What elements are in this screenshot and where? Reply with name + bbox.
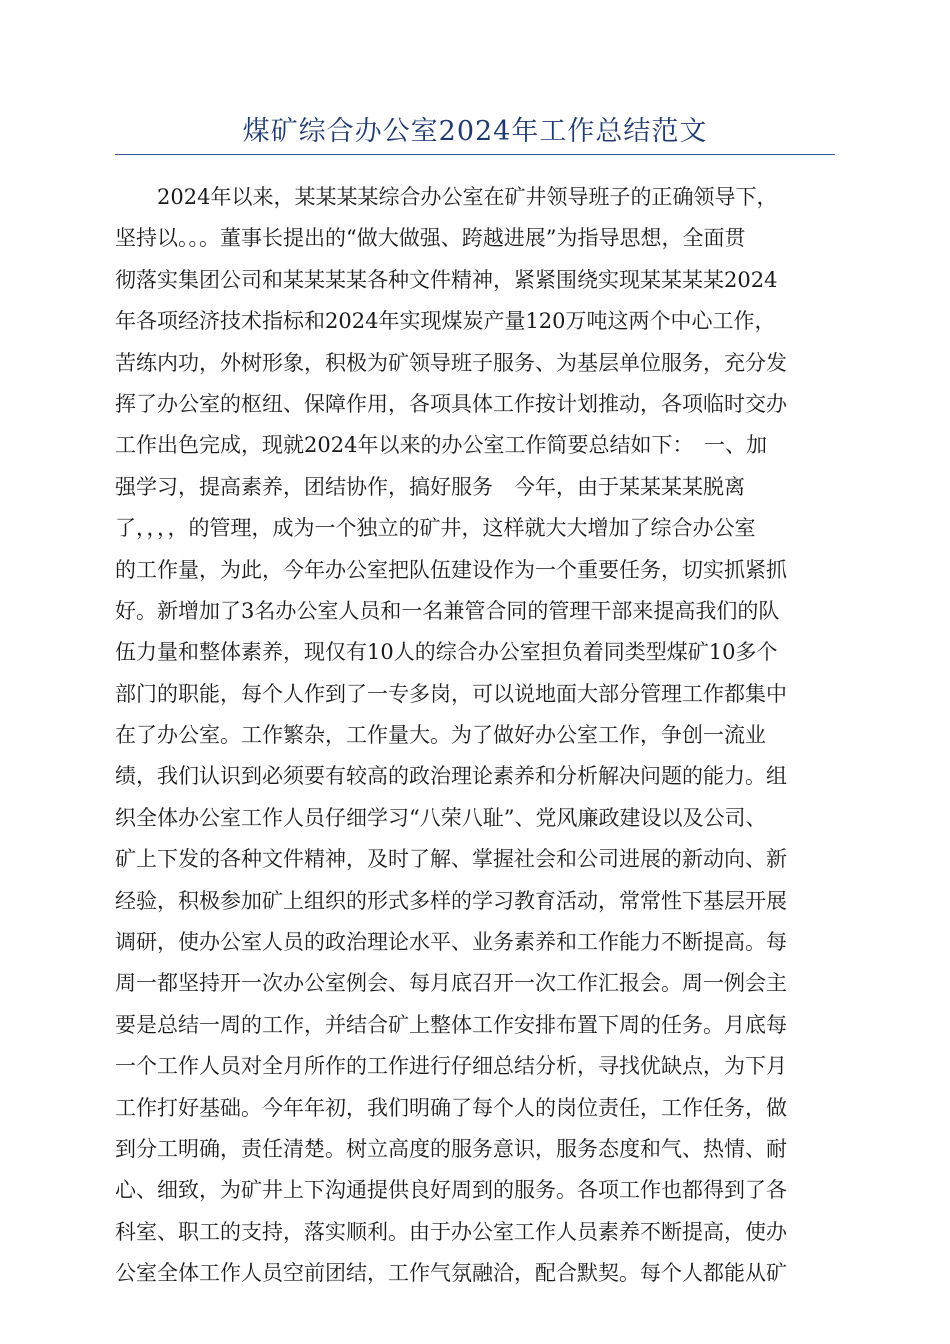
body-line: 挥了办公室的枢纽、保障作用，各项具体工作按计划推动，各项临时交办 — [115, 391, 787, 416]
body-line: 年各项经济技术指标和2024年实现煤炭产量120万吨这两个中心工作， — [115, 309, 776, 334]
body-line: 工作打好基础。今年年初，我们明确了每个人的岗位责任，工作任务，做 — [115, 1095, 787, 1120]
body-line: 矿上下发的各种文件精神，及时了解、掌握社会和公司进展的新动向、新 — [115, 847, 787, 872]
body-line: 强学习，提高素养，团结协作，搞好服务 今年，由于某某某某脱离 — [115, 474, 745, 499]
body-line: 了，，，，的管理，成为一个独立的矿井，这样就大大增加了综合办公室 — [115, 516, 756, 541]
body-line: 公室全体工作人员空前团结，工作气氛融洽，配合默契。每个人都能从矿 — [115, 1261, 787, 1286]
body-line: 科室、职工的支持，落实顺利。由于办公室工作人员素养不断提高，使办 — [115, 1219, 787, 1244]
document-body — [115, 177, 845, 1295]
body-line: 在了办公室。工作繁杂，工作量大。为了做好办公室工作，争创一流业 — [115, 723, 766, 748]
document-title: 煤矿综合办公室2024年工作总结范文 — [242, 116, 708, 147]
body-line: 要是总结一周的工作，并结合矿上整体工作安排布置下周的任务。月底每 — [115, 1012, 787, 1037]
body-line: 到分工明确，责任清楚。树立高度的服务意识，服务态度和气、热情、耐 — [115, 1136, 787, 1161]
body-line: 部门的职能，每个人作到了一专多岗，可以说地面大部分管理工作都集中 — [115, 681, 787, 706]
body-line: 织全体办公室工作人员仔细学习“八荣八耻”、党风廉政建设以及公司、 — [115, 805, 767, 830]
title-underline — [115, 154, 835, 155]
body-line: 伍力量和整体素养，现仅有10人的综合办公室担负着同类型煤矿10多个 — [115, 640, 778, 665]
body-line: 经验，积极参加矿上组织的形式多样的学习教育活动，常常性下基层开展 — [115, 888, 787, 913]
body-line: 的工作量，为此，今年办公室把队伍建设作为一个重要任务，切实抓紧抓 — [115, 557, 787, 582]
body-line: 一个工作人员对全月所作的工作进行仔细总结分析，寻找优缺点，为下月 — [115, 1054, 787, 1079]
body-line: 绩，我们认识到必须要有较高的政治理论素养和分析解决问题的能力。组 — [115, 764, 787, 789]
body-line: 彻落实集团公司和某某某某各种文件精神，紧紧围绕实现某某某某2024 — [115, 267, 778, 292]
body-line: 2024年以来，某某某某综合办公室在矿井领导班子的正确领导下， — [115, 185, 778, 209]
body-line: 苦练内功，外树形象，积极为矿领导班子服务、为基层单位服务，充分发 — [115, 350, 787, 375]
body-line: 工作出色完成，现就2024年以来的办公室工作简要总结如下： 一、加 — [115, 433, 767, 458]
body-line: 心、细致，为矿井上下沟通提供良好周到的服务。各项工作也都得到了各 — [115, 1178, 787, 1203]
body-line: 调研，使办公室人员的政治理论水平、业务素养和工作能力不断提高。每 — [115, 930, 787, 955]
body-line: 好。新增加了3名办公室人员和一名兼管合同的管理干部来提高我们的队 — [115, 598, 780, 623]
body-line: 坚持以。。。董事长提出的“做大做强、跨越进展”为指导思想，全面贯 — [115, 226, 746, 251]
body-line: 周一都坚持开一次办公室例会、每月底召开一次工作汇报会。周一例会主 — [115, 971, 787, 996]
